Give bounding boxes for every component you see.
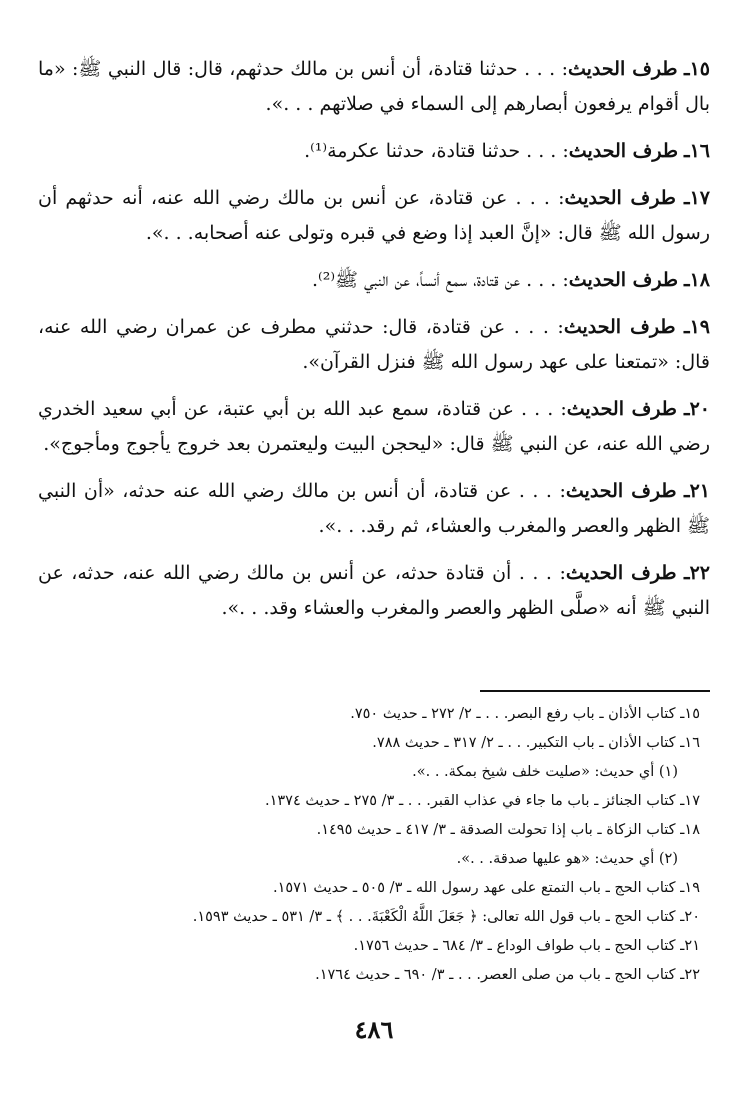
hadith-entry-17: ١٧ـ طرف الحديث: . . . عن قتادة، عن أنس بن مالك رضي الله عنه، أنه حدثهم أن رسول الله ﷺ قال: «إنَّ العبد إذا وضع في قبره وتولى عنه أصحابه. . .». — [38, 187, 710, 244]
entry-label: طرف الحديث — [564, 187, 676, 209]
hadith-list — [38, 52, 710, 638]
entry-number: ٢٢ـ — [683, 562, 710, 584]
footnote-17: ١٧ـ كتاب الجنائز ـ باب ما جاء في عذاب القبر. . . ـ ٣/ ٢٧٥ ـ حديث ١٣٧٤. — [264, 793, 700, 809]
hadith-entry-19: ١٩ـ طرف الحديث: . . . عن قتادة، قال: حدثني مطرف عن عمران رضي الله عنه، قال: «تمتعنا على عهد رسول الله ﷺ فنزل القرآن». — [38, 316, 710, 373]
entry-text: . . . أن قتادة حدثه، عن أنس بن مالك رضي الله عنه، حدثه، عن النبي ﷺ أنه «صلَّى الظهر والعصر والمغرب والعشاء وقد. . .». — [38, 562, 710, 619]
entry-number: ١٥ـ — [684, 58, 710, 80]
footnote-15: ١٥ـ كتاب الأذان ـ باب رفع البصر. . . ـ ٢/ ٢٧٢ ـ حديث ٧٥٠. — [350, 706, 700, 722]
footnote-20: ٢٠ـ كتاب الحج ـ باب قول الله تعالى: ﴿ جَعَلَ اللَّهُ الْكَعْبَةَ. . . ﴾ ـ ٣/ ٥٣١ ـ حديث ١٥٩٣. — [192, 909, 700, 925]
hadith-entry-15: ١٥ـ طرف الحديث: . . . حدثنا قتادة، أن أنس بن مالك حدثهم، قال: قال النبي ﷺ: «ما بال أقوام يرفعون أبصارهم إلى السماء في صلاتهم . . .». — [38, 58, 710, 115]
footnote-18: ١٨ـ كتاب الزكاة ـ باب إذا تحولت الصدقة ـ ٣/ ٤١٧ ـ حديث ١٤٩٥. — [316, 822, 700, 838]
entry-text: . . . حدثنا قتادة، حدثنا عكرمة⁽¹⁾. — [304, 140, 557, 162]
entry-number: ٢١ـ — [684, 480, 711, 502]
footnote-divider — [480, 690, 710, 692]
entry-number: ١٧ـ — [684, 187, 710, 209]
entry-text: . . . عن قتادة، قال: حدثني مطرف عن عمران رضي الله عنه، قال: «تمتعنا على عهد رسول الله ﷺ فنزل القرآن». — [38, 316, 710, 373]
footnote-sub-1: (١) أي حديث: «صليت خلف شيخ بمكة. . .». — [412, 764, 678, 780]
footnote-sub-2: (٢) أي حديث: «هو عليها صدقة. . .». — [456, 851, 678, 867]
entry-label: طرف الحديث — [563, 316, 676, 338]
page-number: ٤٨٦ — [354, 1015, 394, 1044]
footnote-21: ٢١ـ كتاب الحج ـ باب طواف الوداع ـ ٣/ ٦٨٤ ـ حديث ١٧٥٦. — [353, 938, 700, 954]
entry-label: طرف الحديث — [568, 269, 678, 291]
entry-text: . . . عن قتادة، سمع عبد الله بن أبي عتبة، عن أبي سعيد الخدري رضي الله عنه، عن النبي ﷺ قال: «ليحجن البيت وليعتمرن بعد خروج يأجوج ومأجوج». — [38, 398, 710, 455]
entry-text: . . . عن قتادة، عن أنس بن مالك رضي الله عنه، أنه حدثهم أن رسول الله ﷺ قال: «إنَّ العبد إذا وضع في قبره وتولى عنه أصحابه. . .». — [38, 187, 710, 244]
entry-label: طرف الحديث — [565, 562, 677, 584]
entry-number: ١٦ـ — [684, 140, 710, 162]
footnotes — [38, 700, 700, 990]
entry-number: ١٩ـ — [684, 316, 710, 338]
footnote-22: ٢٢ـ كتاب الحج ـ باب من صلى العصر. . . ـ ٣/ ٦٩٠ ـ حديث ١٧٦٤. — [315, 967, 700, 983]
footnote-16: ١٦ـ كتاب الأذان ـ باب التكبير. . . ـ ٢/ ٣١٧ ـ حديث ٧٨٨. — [372, 735, 700, 751]
entry-label: طرف الحديث — [568, 140, 678, 162]
hadith-entry-16: ١٦ـ طرف الحديث: . . . حدثنا قتادة، حدثنا عكرمة⁽¹⁾. — [304, 140, 710, 162]
entry-label: طرف الحديث — [565, 480, 677, 502]
hadith-entry-18: ١٨ـ طرف الحديث: . . . عن قتادة، سمع أنساً، عن النبي ﷺ⁽²⁾. — [311, 269, 710, 291]
footnote-19: ١٩ـ كتاب الحج ـ باب التمتع على عهد رسول الله ـ ٣/ ٥٠٥ ـ حديث ١٥٧١. — [273, 880, 700, 896]
hadith-entry-21: ٢١ـ طرف الحديث: . . . عن قتادة، أن أنس بن مالك رضي الله عنه حدثه، «أن النبي ﷺ الظهر والعصر والمغرب والعشاء، ثم رقد. . .». — [38, 480, 711, 537]
hadith-entry-20: ٢٠ـ طرف الحديث: . . . عن قتادة، سمع عبد الله بن أبي عتبة، عن أبي سعيد الخدري رضي الله عنه، عن النبي ﷺ قال: «ليحجن البيت وليعتمرن بعد خروج يأجوج ومأجوج». — [38, 398, 710, 455]
entry-label: طرف الحديث — [566, 398, 677, 420]
entry-text: . . . حدثنا قتادة، أن أنس بن مالك حدثهم، قال: قال النبي ﷺ: «ما بال أقوام يرفعون أبصارهم إلى السماء في صلاتهم . . .». — [38, 58, 710, 115]
entry-number: ٢٠ـ — [684, 398, 710, 420]
hadith-entry-22: ٢٢ـ طرف الحديث: . . . أن قتادة حدثه، عن أنس بن مالك رضي الله عنه، حدثه، عن النبي ﷺ أنه «صلَّى الظهر والعصر والمغرب والعشاء وقد. . .». — [38, 562, 710, 619]
entry-number: ١٨ـ — [684, 269, 710, 291]
entry-label: طرف الحديث — [567, 58, 678, 80]
entry-text: . . . عن قتادة، سمع أنساً، عن النبي ﷺ⁽²⁾. — [311, 269, 557, 291]
entry-text: . . . عن قتادة، أن أنس بن مالك رضي الله عنه حدثه، «أن النبي ﷺ الظهر والعصر والمغرب والعشاء، ثم رقد. . .». — [38, 480, 710, 537]
